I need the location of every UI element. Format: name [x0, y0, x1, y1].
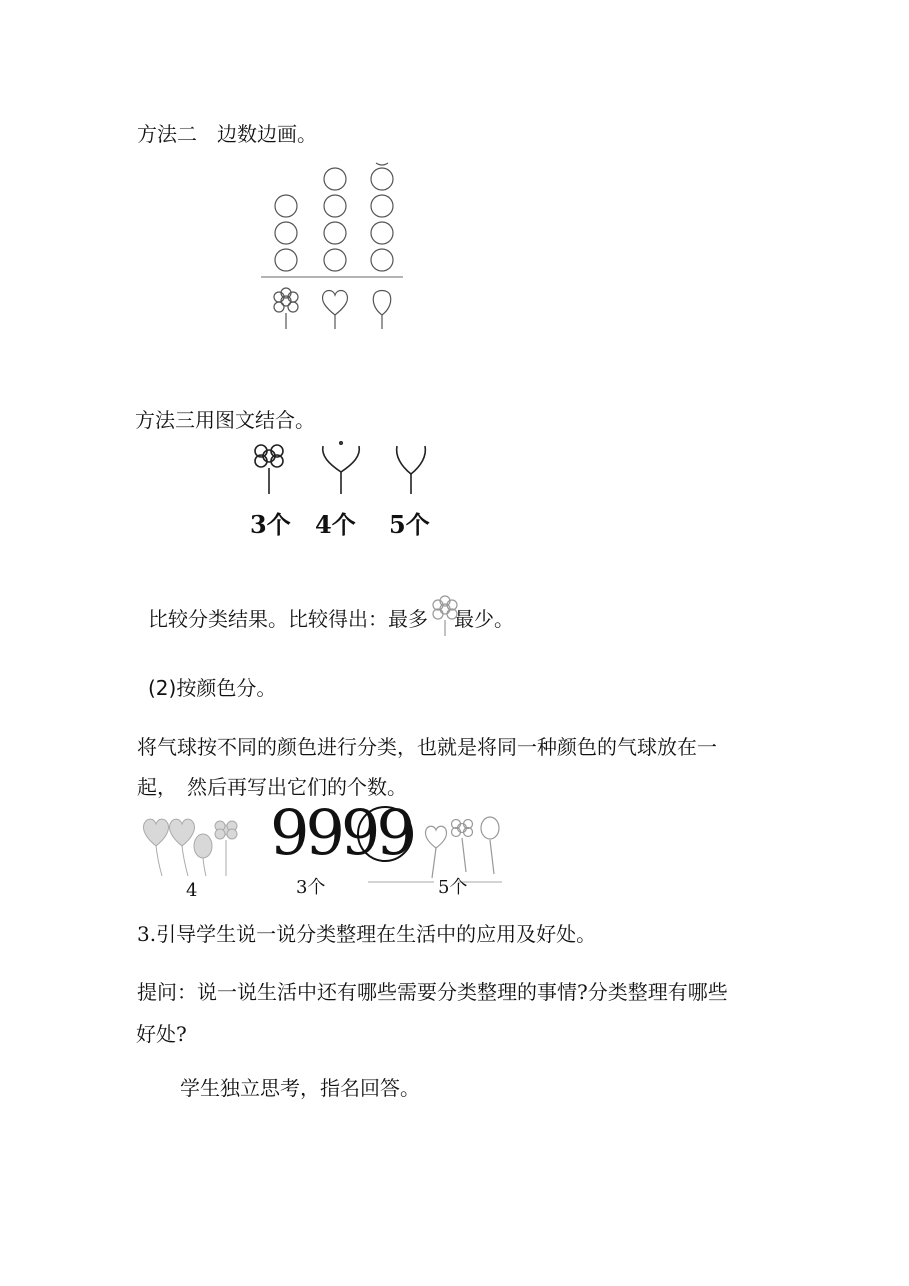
group2-count: 3个: [296, 877, 326, 898]
tally-circle: [324, 249, 346, 271]
round-balloon-icon: [373, 291, 390, 330]
tally-diagram: [255, 155, 415, 335]
round-balloon-icon: [397, 446, 426, 494]
faded-flower-icon: [428, 596, 462, 638]
flower-count-label: 3个: [250, 510, 291, 539]
tally-circle: [275, 195, 297, 217]
group-glyphs: 9999: [270, 796, 412, 869]
heart-count-label: 4个: [315, 510, 356, 539]
item-3: 3.引导学生说一说分类整理在生活中的应用及好处。: [137, 922, 597, 946]
tally-circle: [275, 249, 297, 271]
paragraph-line-1: 将气球按不同的颜色进行分类，也就是将同一种颜色的气球放在一: [137, 735, 717, 759]
balloon-count-label: 5个: [389, 510, 430, 539]
tally-circle: [275, 222, 297, 244]
flower-icon: [215, 821, 237, 839]
answer-text: 学生独立思考，指名回答。: [180, 1076, 420, 1100]
heart-balloon-icon: [323, 291, 348, 330]
circled-glyph-ring: [356, 801, 414, 867]
tally-circle: [371, 249, 393, 271]
heart-balloon-icon: [170, 819, 195, 846]
round-balloon-icon: [194, 834, 212, 858]
question-line-1: 提问：说一说生活中还有哪些需要分类整理的事情?分类整理有哪些: [137, 980, 728, 1004]
group1-count: 4: [186, 880, 198, 901]
question-line-2: 好处?: [136, 1022, 187, 1046]
tally-circle: [371, 222, 393, 244]
method3-heading: 方法三用图文结合。: [135, 408, 315, 432]
compare-text-after: 最少。: [454, 607, 514, 631]
tally-circle: [324, 222, 346, 244]
heart-balloon-icon: [425, 826, 446, 848]
flower-icon: [274, 288, 298, 329]
flower-icon: [452, 820, 473, 837]
method2-heading: 方法二 边数边画。: [137, 122, 317, 146]
heart-balloon-icon: [323, 442, 360, 494]
group3-count: 5个: [438, 877, 468, 898]
compare-text-before: 比较分类结果。比较得出：最多: [148, 607, 428, 631]
heart-balloon-icon: [144, 819, 169, 846]
tally-circle: [324, 195, 346, 217]
sub-heading: (2)按颜色分。: [148, 676, 277, 700]
tally-circle: [371, 195, 393, 217]
method3-icons: [245, 440, 445, 500]
flower-icon: [255, 445, 283, 494]
paragraph-line-2: 起， 然后再写出它们的个数。: [137, 775, 407, 799]
tally-circle: [371, 168, 393, 190]
round-balloon-icon: [481, 817, 499, 839]
tally-circle: [324, 168, 346, 190]
